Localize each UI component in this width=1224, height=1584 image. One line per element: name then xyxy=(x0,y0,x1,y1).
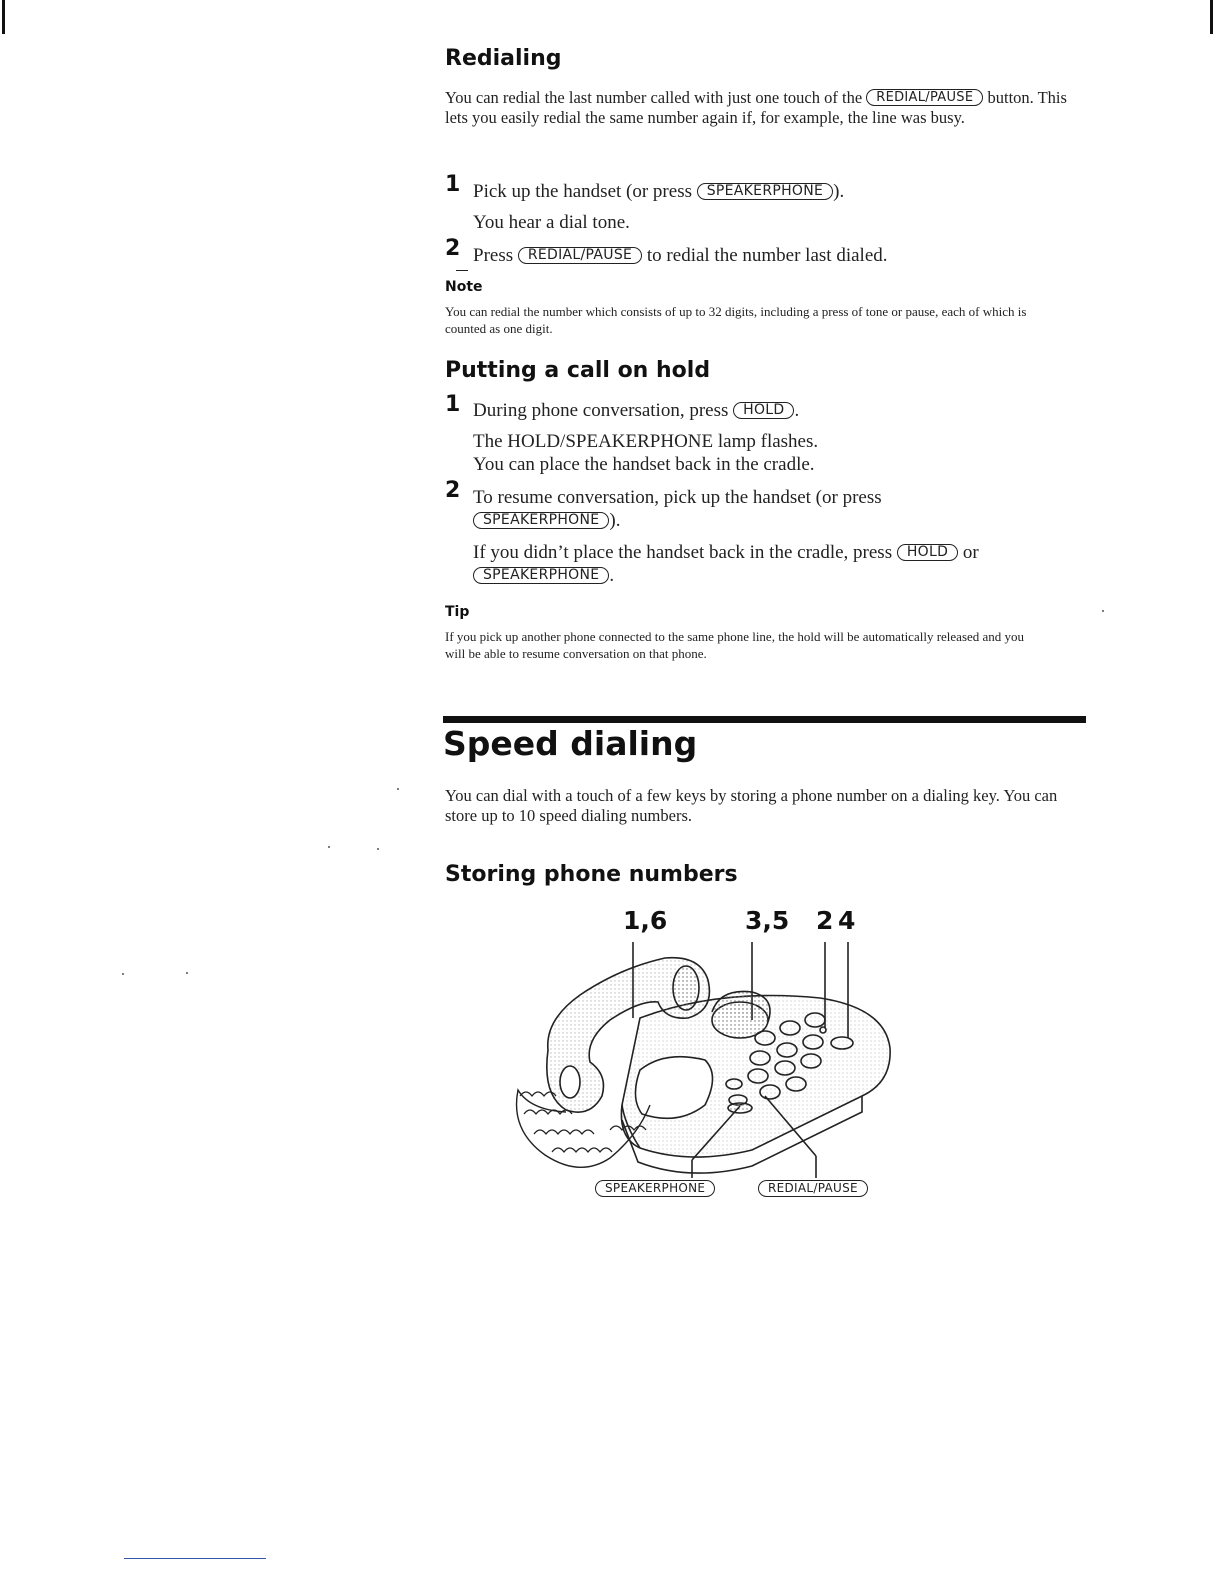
hold-step-detail: You can place the handset back in the cradle. xyxy=(473,454,815,475)
figure-callout: 2 xyxy=(816,906,834,935)
redial-pause-key: REDIAL/PAUSE xyxy=(866,89,983,106)
hold-step-text-after: . xyxy=(794,400,800,421)
hold-step-number: 2 xyxy=(445,478,461,503)
scan-speck xyxy=(397,788,399,790)
section-rule xyxy=(443,716,1086,723)
hold-step-detail xyxy=(473,541,1073,564)
scan-speck xyxy=(122,973,124,975)
scan-edge-mark-left xyxy=(2,0,5,34)
figure-callout: 1,6 xyxy=(623,906,668,935)
redial-step-number: 1 xyxy=(445,172,461,197)
redialing-intro-text-end: button. This lets you easily redial the same number again if, for example, the line was busy. xyxy=(445,88,1067,127)
hold-step-detail-cont xyxy=(473,564,1073,587)
hold-step-text-after: ). xyxy=(609,510,621,531)
hold-step-text-cont xyxy=(473,509,1073,532)
redial-step-text-after: ). xyxy=(833,181,845,202)
storing-numbers-heading: Storing phone numbers xyxy=(445,862,738,887)
scan-edge-mark-bottom xyxy=(124,1558,266,1559)
redialing-heading: Redialing xyxy=(445,46,562,71)
scan-speck xyxy=(328,846,330,848)
figure-callout: 4 xyxy=(838,906,856,935)
note-icon xyxy=(456,270,468,274)
redialing-intro xyxy=(445,88,1085,128)
tip-text: If you pick up another phone connected to the same phone line, the hold will be automatically released and you will be able to resume conversation on that phone. xyxy=(445,629,1025,661)
redial-step-text xyxy=(473,244,1073,267)
note-label: Note xyxy=(445,279,483,295)
hold-step-number: 1 xyxy=(445,392,461,417)
hold-detail-before: If you didn’t place the handset back in the cradle, press xyxy=(473,542,897,563)
hold-heading: Putting a call on hold xyxy=(445,358,711,383)
speed-dialing-heading: Speed dialing xyxy=(443,724,698,763)
telephone-illustration xyxy=(490,900,910,1210)
hold-step-text xyxy=(473,399,1073,422)
scan-speck xyxy=(377,848,379,850)
hold-key: HOLD xyxy=(897,544,958,561)
speed-dialing-intro: You can dial with a touch of a few keys by storing a phone number on a dialing key. You can store up to 10 speed dialing numbers. xyxy=(445,786,1058,825)
redial-step-text-before: Pick up the handset (or press xyxy=(473,181,697,202)
scan-speck xyxy=(186,972,188,974)
speakerphone-key: SPEAKERPHONE xyxy=(697,183,833,200)
redial-pause-key: REDIAL/PAUSE xyxy=(518,247,642,264)
redial-step-text xyxy=(473,180,1073,203)
redial-step-text-before: Press xyxy=(473,245,518,266)
hold-step-text-before: During phone conversation, press xyxy=(473,400,734,421)
speakerphone-key: SPEAKERPHONE xyxy=(473,567,609,584)
hold-detail-after: . xyxy=(609,565,615,586)
speakerphone-key: SPEAKERPHONE xyxy=(473,512,609,529)
hold-key: HOLD xyxy=(733,402,794,419)
redial-pause-key: REDIAL/PAUSE xyxy=(758,1180,868,1197)
tip-label: Tip xyxy=(445,604,470,620)
redialing-intro-text: You can redial the last number called with just one touch of the xyxy=(445,88,867,107)
redial-step-detail: You hear a dial tone. xyxy=(473,212,630,233)
figure-callout: 3,5 xyxy=(745,906,790,935)
scan-speck xyxy=(1102,610,1104,612)
hold-step-text: To resume conversation, pick up the handset (or press xyxy=(473,487,882,508)
redial-step-text-after: to redial the number last dialed. xyxy=(642,245,888,266)
speakerphone-key: SPEAKERPHONE xyxy=(595,1180,715,1197)
hold-step-detail: The HOLD/SPEAKERPHONE lamp flashes. xyxy=(473,431,819,452)
hold-detail-mid: or xyxy=(958,542,979,563)
redial-step-number: 2 xyxy=(445,236,461,261)
scan-edge-mark-right xyxy=(1210,0,1213,34)
note-text: You can redial the number which consists of up to 32 digits, including a press of tone or pause, each of which is counted as one digit. xyxy=(445,304,1027,336)
